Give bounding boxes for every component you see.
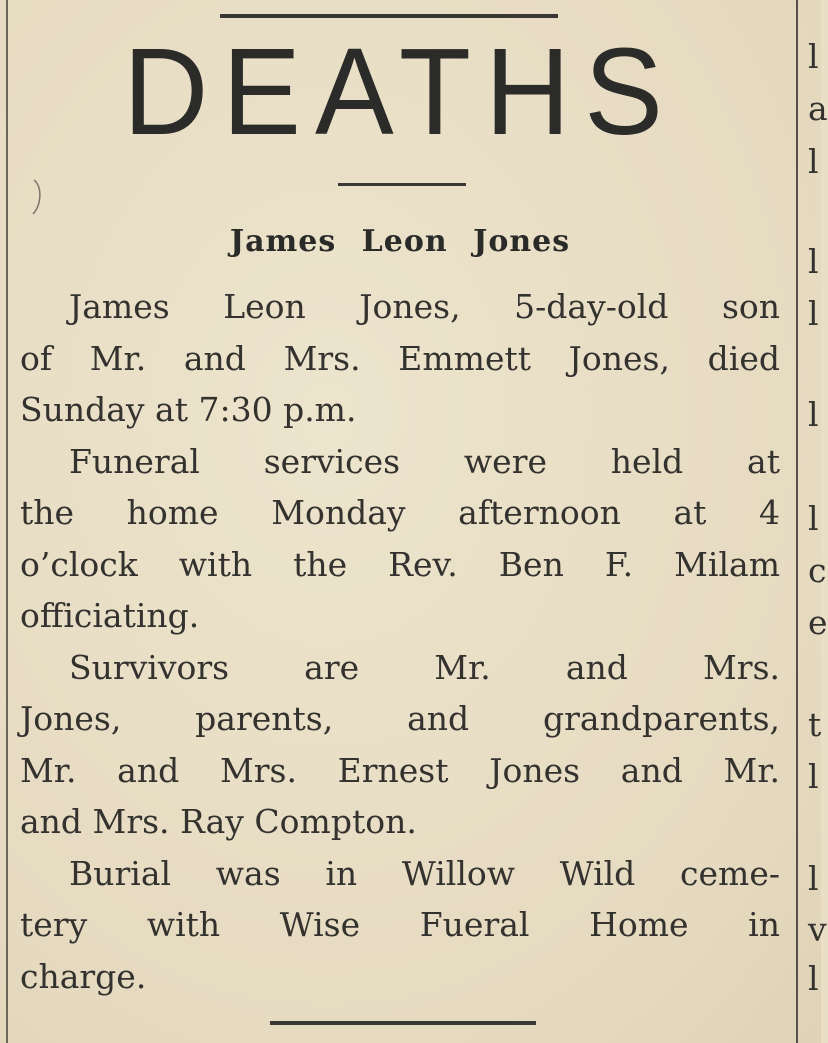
article-line: officiating. — [20, 596, 200, 635]
article-line: the home Monday afternoon at 4 — [20, 493, 780, 532]
column-fragment: l — [808, 859, 819, 898]
column-divider-rule — [796, 0, 798, 1043]
heading-underline-rule — [338, 183, 466, 186]
column-fragment: l — [808, 142, 819, 181]
column-fragment: c — [808, 551, 827, 590]
section-heading: DEATHS — [123, 22, 677, 162]
column-fragment: a — [808, 89, 828, 128]
adjacent-column-edge — [808, 0, 828, 1043]
article-line: James Leon Jones, 5-day-old son — [69, 287, 780, 326]
column-fragment: l — [808, 499, 819, 538]
column-fragment: l — [808, 757, 819, 796]
article-line: of Mr. and Mrs. Emmett Jones, died — [20, 338, 780, 378]
article-line: tery with Wise Fueral Home in — [20, 905, 780, 944]
top-rule — [220, 14, 558, 18]
article-line: o’clock with the Rev. Ben F. Milam — [20, 544, 780, 584]
ink-mark — [30, 178, 44, 218]
article-line: Sunday at 7:30 p.m. — [20, 390, 357, 429]
column-fragment: e — [808, 603, 828, 642]
obituary-body — [20, 281, 780, 1002]
column-fragment: l — [808, 242, 819, 281]
column-fragment: v — [808, 910, 827, 949]
article-line: Survivors are Mr. and Mrs. — [69, 647, 780, 687]
article-line: Jones, parents, and grandparents, — [20, 699, 780, 738]
obituary-headline: James Leon Jones — [229, 224, 571, 259]
column-fragment: l — [808, 395, 819, 434]
article-line: Burial was in Willow Wild ceme- — [69, 853, 780, 893]
article-line: and Mrs. Ray Compton. — [20, 802, 417, 841]
bottom-rule — [270, 1021, 536, 1025]
column-fragment: l — [808, 37, 819, 76]
article-line: Mr. and Mrs. Ernest Jones and Mr. — [20, 750, 780, 790]
left-margin-rule — [6, 0, 8, 1043]
column-fragment: l — [808, 294, 819, 333]
column-fragment: t — [808, 705, 822, 744]
article-line: Funeral services were held at — [69, 441, 780, 481]
article-line: charge. — [20, 956, 147, 996]
column-fragment: l — [808, 959, 819, 998]
